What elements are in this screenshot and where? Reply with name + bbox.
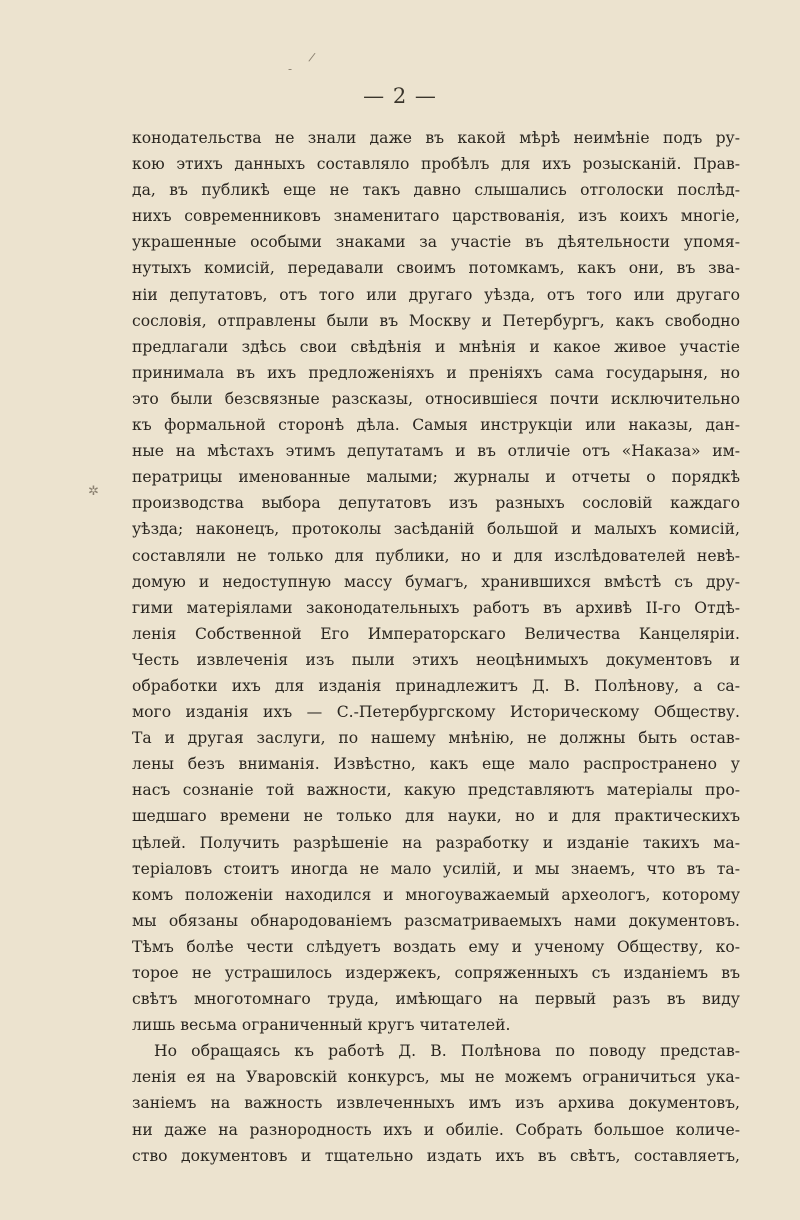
text-line: цѣлей. Получить разрѣшеніе на разработку и изданіе такихъ ма- — [132, 833, 740, 852]
text-line: торое не устрашилось издержекъ, сопряженныхъ съ изданіемъ въ — [132, 964, 740, 982]
text-line: да, въ публикѣ еще не такъ давно слышались отголоски послѣд- — [132, 181, 740, 200]
page-number: — 2 — — [363, 84, 437, 108]
text-line: къ формальной сторонѣ дѣла. Самыя инструкціи или наказы, дан- — [132, 416, 740, 435]
text-line: ные на мѣстахъ этимъ депутатамъ и въ отличіе отъ «Наказа» им- — [132, 442, 740, 461]
text-line: насъ сознаніе той важности, какую представляютъ матеріалы про- — [132, 781, 740, 800]
text-line: мого изданія ихъ — С.-Петербургскому Историческому Обществу. — [132, 703, 740, 722]
text-line: сословія, отправлены были въ Москву и Петербургъ, какъ свободно — [132, 311, 740, 330]
text-line: ленія ея на Уваровскій конкурсъ, мы не можемъ ограничиться ука- — [132, 1068, 740, 1087]
text-line: принимала въ ихъ предложеніяхъ и преніяхъ сама государыня, но — [132, 363, 740, 382]
text-line: Честь извлеченія изъ пыли этихъ неоцѣнимыхъ документовъ и — [132, 650, 740, 669]
text-line: ни даже на разнородность ихъ и обиліе. Собрать большое количе- — [132, 1120, 740, 1139]
text-line: Тѣмъ болѣе чести слѣдуетъ воздать ему и ученому Обществу, ко- — [132, 937, 740, 956]
text-line-paragraph-end: лишь весьма ограниченный кругъ читателей. — [132, 1016, 511, 1035]
text-line: обработки ихъ для изданія принадлежитъ Д. В. Полѣнову, а са- — [132, 676, 740, 695]
margin-pencil-mark-side: ✲ — [88, 484, 99, 499]
text-line: домую и недоступную массу бумагъ, хранившихся вмѣстѣ съ дру- — [132, 572, 740, 591]
text-line: гими матеріялами законодательныхъ работъ въ архивѣ II-го Отдѣ- — [132, 598, 740, 617]
text-line: производства выбора депутатовъ изъ разныхъ сословій каждаго — [132, 494, 740, 513]
text-line: теріаловъ стоитъ иногда не мало усилій, и мы знаемъ, что въ та- — [132, 859, 740, 878]
text-line: лены безъ вниманія. Извѣстно, какъ еще мало распространено у — [132, 755, 740, 774]
text-body — [132, 125, 740, 1169]
text-line: украшенные особыми знаками за участіе въ дѣятельности упомя- — [132, 233, 740, 252]
text-line: нихъ современниковъ знаменитаго царствованія, изъ коихъ многіе, — [132, 207, 740, 226]
text-line: заніемъ на важность извлеченныхъ имъ изъ архива документовъ, — [132, 1094, 740, 1113]
text-line: предлагали здѣсь свои свѣдѣнія и мнѣнія и какое живое участіе — [132, 337, 740, 356]
margin-pencil-mark-top: / — [307, 49, 317, 65]
text-line: конодательства не знали даже въ какой мѣрѣ неимѣніе подъ ру- — [132, 129, 740, 147]
text-line: Та и другая заслуги, по нашему мнѣнію, не должны быть остав- — [132, 729, 740, 748]
text-line: нутыхъ комисій, передавали своимъ потомкамъ, какъ они, въ зва- — [132, 259, 740, 278]
text-line: ніи депутатовъ, отъ того или другаго уѣзда, отъ того или другаго — [132, 285, 740, 304]
text-line: ператрицы именованные малыми; журналы и отчеты о порядкѣ — [132, 468, 740, 487]
margin-pencil-mark-top-dash: - — [288, 62, 293, 76]
text-line: ленія Собственной Его Императорскаго Величества Канцеляріи. — [132, 624, 740, 643]
text-line: шедшаго времени не только для науки, но и для практическихъ — [132, 807, 740, 826]
text-line: мы обязаны обнародованіемъ разсматриваемыхъ нами документовъ. — [132, 911, 740, 930]
text-line: это были безсвязные разсказы, относившіеся почти исключительно — [132, 389, 740, 408]
text-line: составляли не только для публики, но и для изслѣдователей невѣ- — [132, 546, 740, 565]
text-line: комъ положеніи находился и многоуважаемый археологъ, которому — [132, 885, 740, 904]
text-line: кою этихъ данныхъ составляло пробѣлъ для ихъ розысканій. Прав- — [132, 155, 740, 174]
text-line-paragraph-start: Но обращаясь къ работѣ Д. В. Полѣнова по поводу представ- — [154, 1042, 740, 1061]
text-line: уѣзда; наконецъ, протоколы засѣданій большой и малыхъ комисій, — [132, 520, 740, 539]
text-line: свѣтъ многотомнаго труда, имѣющаго на первый разъ въ виду — [132, 990, 740, 1009]
text-line: ство документовъ и тщательно издать ихъ въ свѣтъ, составляетъ, — [132, 1146, 740, 1165]
